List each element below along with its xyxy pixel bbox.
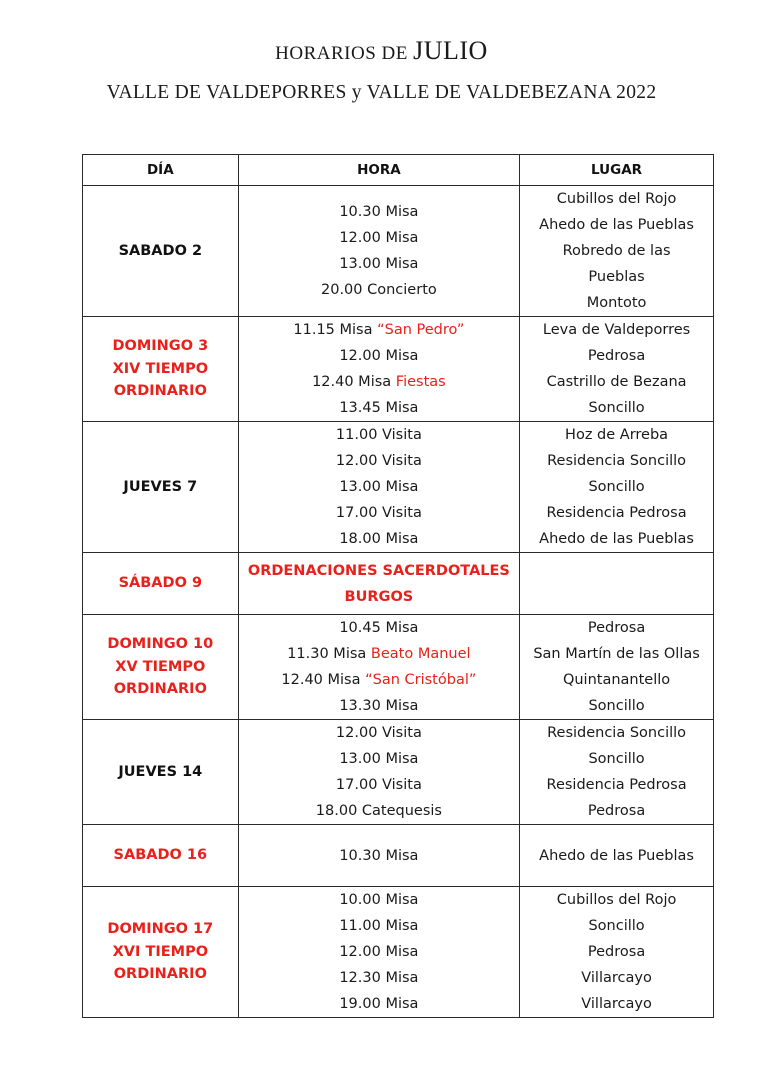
hora-cell <box>238 615 519 720</box>
time-entry <box>241 720 517 746</box>
day-line: ORDINARIO <box>113 383 207 400</box>
time-entry <box>241 199 517 225</box>
hora-cell <box>238 422 519 553</box>
time-entry <box>241 526 517 552</box>
time-text: 11.00 Visita <box>335 427 422 443</box>
time-entry <box>241 277 517 303</box>
time-entry <box>241 641 517 667</box>
place-entry: Robredo de las <box>562 243 671 259</box>
time-text: 13.45 Misa <box>339 400 419 416</box>
day-line: SABADO 2 <box>118 242 203 259</box>
time-highlight: “San Pedro” <box>377 322 465 338</box>
time-text: 12.00 Visita <box>335 453 422 469</box>
place-entry: Castrillo de Bezana <box>546 374 687 390</box>
time-text: 13.00 Misa <box>339 256 419 272</box>
day-line: XIV TIEMPO <box>112 360 209 377</box>
table-header-row <box>83 155 714 186</box>
time-entry <box>241 772 517 798</box>
time-entry <box>241 448 517 474</box>
schedule-body <box>83 186 714 1018</box>
place-entry: Soncillo <box>588 918 645 934</box>
place-entry: Soncillo <box>588 479 645 495</box>
place-entry: Pedrosa <box>587 944 646 960</box>
day-cell <box>83 317 239 422</box>
day-line: DOMINGO 17 <box>107 921 214 938</box>
time-entry <box>241 693 517 719</box>
day-line: SÁBADO 9 <box>118 575 203 592</box>
ordination-cell <box>238 553 519 615</box>
table-row <box>83 186 714 317</box>
table-row <box>83 615 714 720</box>
time-entry <box>241 991 517 1017</box>
place-entry: Soncillo <box>588 400 645 416</box>
lugar-cell <box>520 887 714 1018</box>
time-text: 13.00 Misa <box>339 751 419 767</box>
column-header-hora: HORA <box>238 155 519 186</box>
page-title <box>0 36 763 66</box>
day-cell <box>83 615 239 720</box>
time-entry <box>241 369 517 395</box>
column-header-lugar: LUGAR <box>520 155 714 186</box>
lugar-cell <box>520 720 714 825</box>
place-entry: Soncillo <box>588 698 645 714</box>
table-row <box>83 825 714 887</box>
time-text: 12.00 Visita <box>335 725 422 741</box>
day-line: JUEVES 14 <box>118 763 203 780</box>
time-text: 12.40 Misa <box>281 672 366 688</box>
lugar-cell <box>520 615 714 720</box>
day-line: XVI TIEMPO <box>112 943 209 960</box>
lugar-cell <box>520 317 714 422</box>
place-entry: Residencia Pedrosa <box>546 505 687 521</box>
table-row <box>83 553 714 615</box>
time-text: 12.30 Misa <box>339 970 419 986</box>
title-month: JULIO <box>413 36 488 65</box>
time-text: 20.00 Concierto <box>321 282 437 298</box>
time-entry <box>241 500 517 526</box>
place-entry: Soncillo <box>588 751 645 767</box>
time-entry <box>241 225 517 251</box>
place-entry: Residencia Soncillo <box>547 725 687 741</box>
time-entry <box>241 615 517 641</box>
lugar-cell <box>520 186 714 317</box>
ordination-line: BURGOS <box>344 588 414 605</box>
place-entry: Pedrosa <box>587 803 646 819</box>
schedule-table <box>82 154 714 1018</box>
title-prefix: HORARIOS DE <box>275 43 414 64</box>
place-entry: Residencia Pedrosa <box>546 777 687 793</box>
day-cell <box>83 186 239 317</box>
day-line: DOMINGO 3 <box>112 338 209 355</box>
time-text: 12.00 Misa <box>339 230 419 246</box>
day-cell <box>83 422 239 553</box>
time-text: 18.00 Misa <box>339 531 419 547</box>
day-line: JUEVES 7 <box>123 478 198 495</box>
time-text: 11.30 Misa <box>287 646 371 662</box>
time-entry <box>241 395 517 421</box>
time-text: 19.00 Misa <box>339 996 419 1012</box>
day-line: DOMINGO 10 <box>107 636 214 653</box>
day-cell <box>83 825 239 887</box>
time-entry <box>241 843 517 869</box>
table-row <box>83 317 714 422</box>
day-line: XV TIEMPO <box>115 658 206 675</box>
time-entry <box>241 939 517 965</box>
time-entry <box>241 474 517 500</box>
lugar-cell <box>520 553 714 615</box>
place-entry: Ahedo de las Pueblas <box>539 531 694 547</box>
place-entry: Residencia Soncillo <box>547 453 687 469</box>
time-text: 12.40 Misa <box>312 374 396 390</box>
hora-cell <box>238 825 519 887</box>
time-entry <box>241 667 517 693</box>
hora-cell <box>238 720 519 825</box>
hora-cell <box>238 186 519 317</box>
hora-cell <box>238 317 519 422</box>
time-text: 10.30 Misa <box>339 204 419 220</box>
time-text: 10.30 Misa <box>339 847 419 864</box>
place-entry: San Martín de las Ollas <box>533 646 700 662</box>
day-cell <box>83 553 239 615</box>
time-entry <box>241 798 517 824</box>
place-entry: Ahedo de las Pueblas <box>539 217 694 233</box>
time-entry <box>241 913 517 939</box>
ordination-line: ORDENACIONES SACERDOTALES <box>247 562 510 579</box>
place-entry: Quintanantello <box>562 672 671 688</box>
place-entry: Pueblas <box>588 269 645 285</box>
place-entry: Leva de Valdeporres <box>542 322 691 338</box>
time-entry <box>241 317 517 343</box>
place-entry: Hoz de Arreba <box>565 427 669 443</box>
day-line: ORDINARIO <box>113 966 207 983</box>
time-text: 17.00 Visita <box>335 777 422 793</box>
time-text: 10.45 Misa <box>339 620 419 636</box>
time-highlight: Fiestas <box>395 374 446 390</box>
time-text: 17.00 Visita <box>335 505 422 521</box>
place-entry: Villarcayo <box>581 970 652 986</box>
day-line: SABADO 16 <box>113 847 208 864</box>
day-line: ORDINARIO <box>113 681 207 698</box>
place-entry: Cubillos del Rojo <box>556 191 677 207</box>
time-text: 11.15 Misa <box>293 322 378 338</box>
place-entry: Pedrosa <box>587 620 646 636</box>
time-entry <box>241 343 517 369</box>
time-text: 10.00 Misa <box>339 892 419 908</box>
time-entry <box>241 887 517 913</box>
time-entry <box>241 422 517 448</box>
day-cell <box>83 887 239 1018</box>
time-entry <box>241 746 517 772</box>
lugar-cell <box>520 825 714 887</box>
day-cell <box>83 720 239 825</box>
place-entry: Montoto <box>586 295 647 311</box>
page-subtitle: VALLE DE VALDEPORRES y VALLE DE VALDEBEZANA 2022 <box>106 82 657 103</box>
time-entry <box>241 251 517 277</box>
time-highlight: “San Cristóbal” <box>365 672 477 688</box>
place-entry: Pedrosa <box>587 348 646 364</box>
place-entry: Ahedo de las Pueblas <box>539 847 694 864</box>
time-highlight: Beato Manuel <box>370 646 471 662</box>
place-entry: Villarcayo <box>581 996 652 1012</box>
time-entry <box>241 965 517 991</box>
table-row <box>83 887 714 1018</box>
time-text: 13.00 Misa <box>339 479 419 495</box>
table-row <box>83 422 714 553</box>
time-text: 12.00 Misa <box>339 348 419 364</box>
column-header-dia: DÍA <box>83 155 239 186</box>
time-text: 12.00 Misa <box>339 944 419 960</box>
time-text: 13.30 Misa <box>339 698 419 714</box>
hora-cell <box>238 887 519 1018</box>
place-entry: Cubillos del Rojo <box>556 892 677 908</box>
time-text: 11.00 Misa <box>339 918 419 934</box>
table-row <box>83 720 714 825</box>
time-text: 18.00 Catequesis <box>315 803 442 819</box>
lugar-cell <box>520 422 714 553</box>
